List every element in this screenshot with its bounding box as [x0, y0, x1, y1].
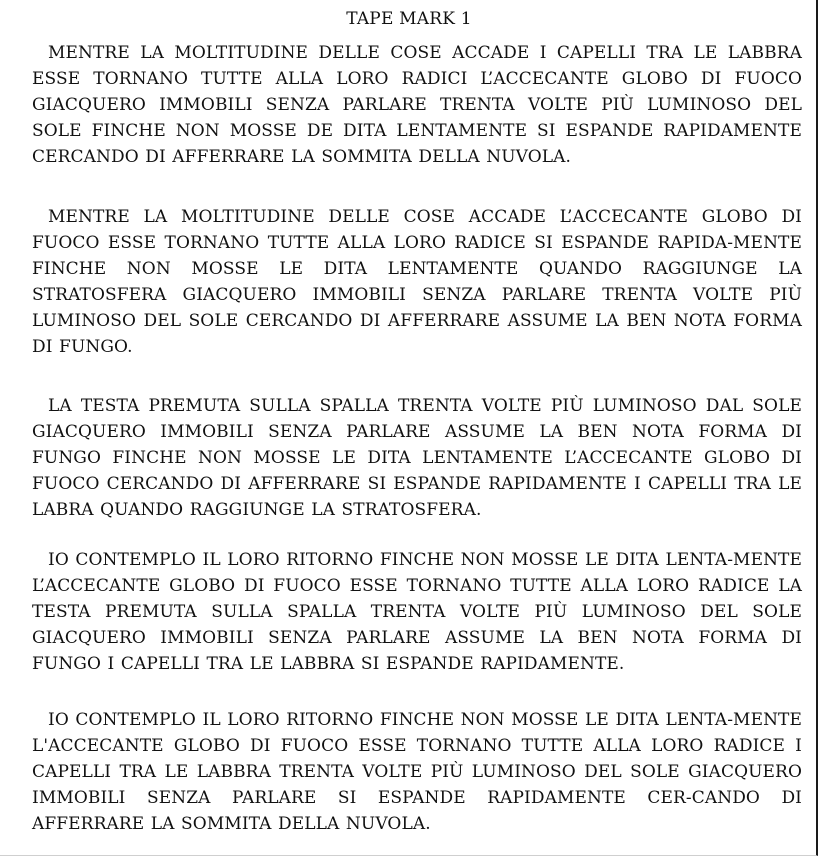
paragraph-2: MENTRE LA MOLTITUDINE DELLE COSE ACCADE L’ACCECANTE GLOBO DI FUOCO ESSE TORNANO TUTTE ALLA LORO RADICE SI ESPANDE RAPIDA-MENTE FINCHE NON MOSSE LE DITA LENTAMENTE QUANDO RAGGIUNGE LA STRATOSFERA GIACQUERO IMMOBILI SENZA PARLARE TRENTA VOLTE PIÙ LUMINOSO DEL SOLE CERCANDO DI AFFERRARE ASSUME LA BEN NOTA FORMA DI FUNGO. [32, 207, 802, 357]
paragraph-5: IO CONTEMPLO IL LORO RITORNO FINCHE NON MOSSE LE DITA LENTA-MENTE L'ACCECANTE GLOBO DI FUOCO ESSE TORNANO TUTTE ALLA LORO RADICE I CAPELLI TRA LE LABBRA TRENTA VOLTE PIÙ LUMINOSO DEL SOLE GIACQUERO IMMOBILI SENZA PARLARE SI ESPANDE RAPIDAMENTE CER-CANDO DI AFFERRARE LA SOMMITA DELLA NUVOLA. [32, 710, 802, 834]
page-title: TAPE MARK 1 [346, 9, 472, 29]
paragraph-4: IO CONTEMPLO IL LORO RITORNO FINCHE NON MOSSE LE DITA LENTA-MENTE L’ACCECANTE GLOBO DI FUOCO ESSE TORNANO TUTTE ALLA LORO RADICE LA TESTA PREMUTA SULLA SPALLA TRENTA VOLTE PIÙ LUMINOSO DEL SOLE GIACQUERO IMMOBILI SENZA PARLARE ASSUME LA BEN NOTA FORMA DI FUNGO I CAPELLI TRA LE LABBRA SI ESPANDE RAPIDAMENTE. [32, 550, 802, 674]
paragraph-1: MENTRE LA MOLTITUDINE DELLE COSE ACCADE I CAPELLI TRA LE LABBRA ESSE TORNANO TUTTE ALLA LORO RADICI L’ACCECANTE GLOBO DI FUOCO GIACQUERO IMMOBILI SENZA PARLARE TRENTA VOLTE PIÙ LUMINOSO DEL SOLE FINCHE NON MOSSE DE DITA LENTAMENTE SI ESPANDE RAPIDAMENTE CERCANDO DI AFFERRARE LA SOMMITA DELLA NUVOLA. [32, 43, 802, 167]
paragraph-3: LA TESTA PREMUTA SULLA SPALLA TRENTA VOLTE PIÙ LUMINOSO DAL SOLE GIACQUERO IMMOBILI SENZA PARLARE ASSUME LA BEN NOTA FORMA DI FUNGO FINCHE NON MOSSE LE DITA LENTAMENTE L’ACCECANTE GLOBO DI FUOCO CERCANDO DI AFFERRARE SI ESPANDE RAPIDAMENTE I CAPELLI TRA LE LABRA QUANDO RAGGIUNGE LA STRATOSFERA. [32, 396, 802, 520]
